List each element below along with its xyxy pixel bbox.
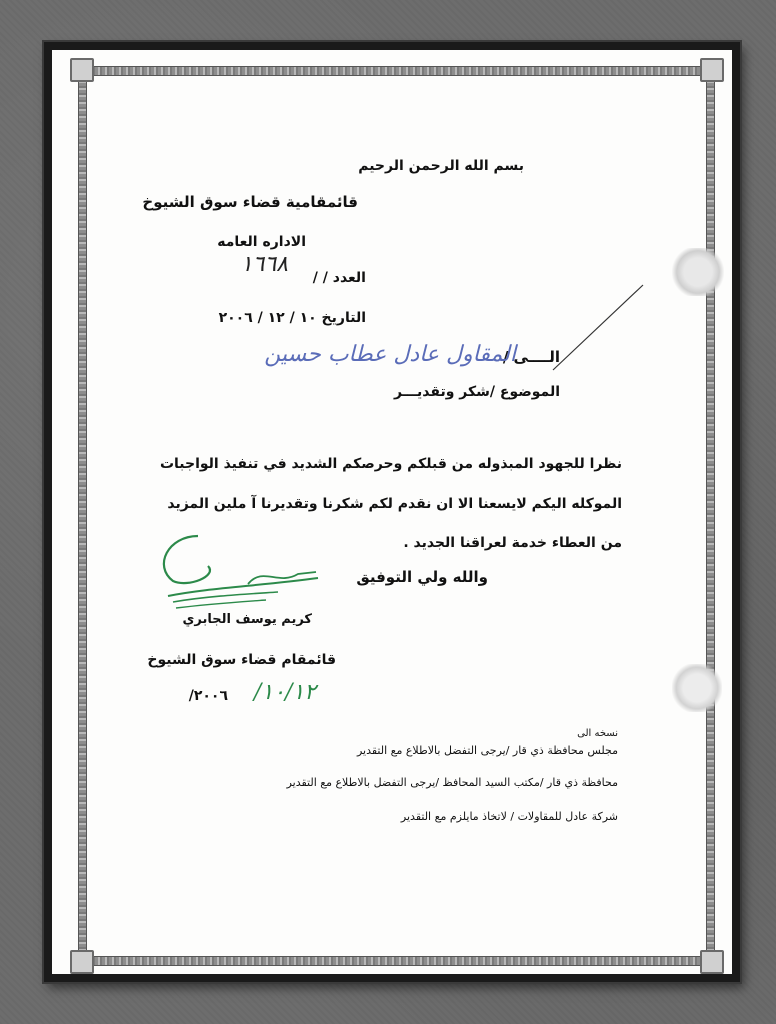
authority-name: قائمقامية قضاء سوق الشيوخ	[142, 193, 358, 211]
corner-ornament	[700, 950, 724, 974]
document-paper	[52, 50, 732, 974]
signatory-name: كريم يوسف الجابري	[182, 612, 312, 627]
closing: والله ولي التوفيق	[356, 568, 488, 586]
date-label: التاريخ ١٠ / ١٢ / ٢٠٠٦	[218, 310, 366, 326]
corner-ornament	[70, 58, 94, 82]
signature	[148, 526, 328, 616]
copy-3: شركة عادل للمقاولات / لاتخاذ مايلزم مع التقدير	[400, 810, 618, 823]
signatory-title: قائمقام قضاء سوق الشيوخ	[147, 652, 336, 668]
paper-damage	[672, 248, 724, 296]
corner-ornament	[700, 58, 724, 82]
recipient-prefix: الــــى /	[502, 348, 560, 366]
body-line-1: نظرا للجهود المبذوله من قبلكم وحرصكم الشديد في تنفيذ الواجبات	[159, 456, 622, 472]
pen-stroke	[548, 280, 648, 380]
recipient-name: المقاول عادل عطاب حسين	[264, 342, 516, 367]
paper-damage	[672, 664, 722, 712]
corner-ornament	[70, 950, 94, 974]
basmala: بسم الله الرحمن الرحيم	[358, 158, 524, 174]
body-line-2: الموكله اليكم لايسعنا الا ان نقدم لكم شكرنا وتقديرنا آ ملين المزيد	[167, 496, 622, 512]
signature-date-hand: ١٠/١٢/	[253, 680, 316, 705]
border-top	[80, 66, 714, 76]
department: الاداره العامه	[217, 234, 306, 250]
border-right	[706, 70, 715, 962]
border-left	[78, 70, 87, 962]
number-value: ١٦٦٨	[240, 252, 288, 277]
copy-1: مجلس محافظة ذي قار /يرجى التفضل بالاطلاع مع التقدير	[356, 744, 618, 757]
border-bottom	[80, 956, 714, 966]
subject-line: الموضوع /شكر وتقديـــر	[393, 384, 560, 400]
signature-date-print: ٢٠٠٦/	[188, 688, 228, 704]
body-line-3: من العطاء خدمة لعراقنا الجديد .	[403, 535, 622, 551]
number-label: العدد / /	[312, 270, 366, 286]
copy-2: محافظة ذي قار /مكتب السيد المحافظ /يرجى التفضل بالاطلاع مع التقدير	[286, 776, 618, 789]
copies-heading: نسخه الى	[577, 728, 618, 739]
